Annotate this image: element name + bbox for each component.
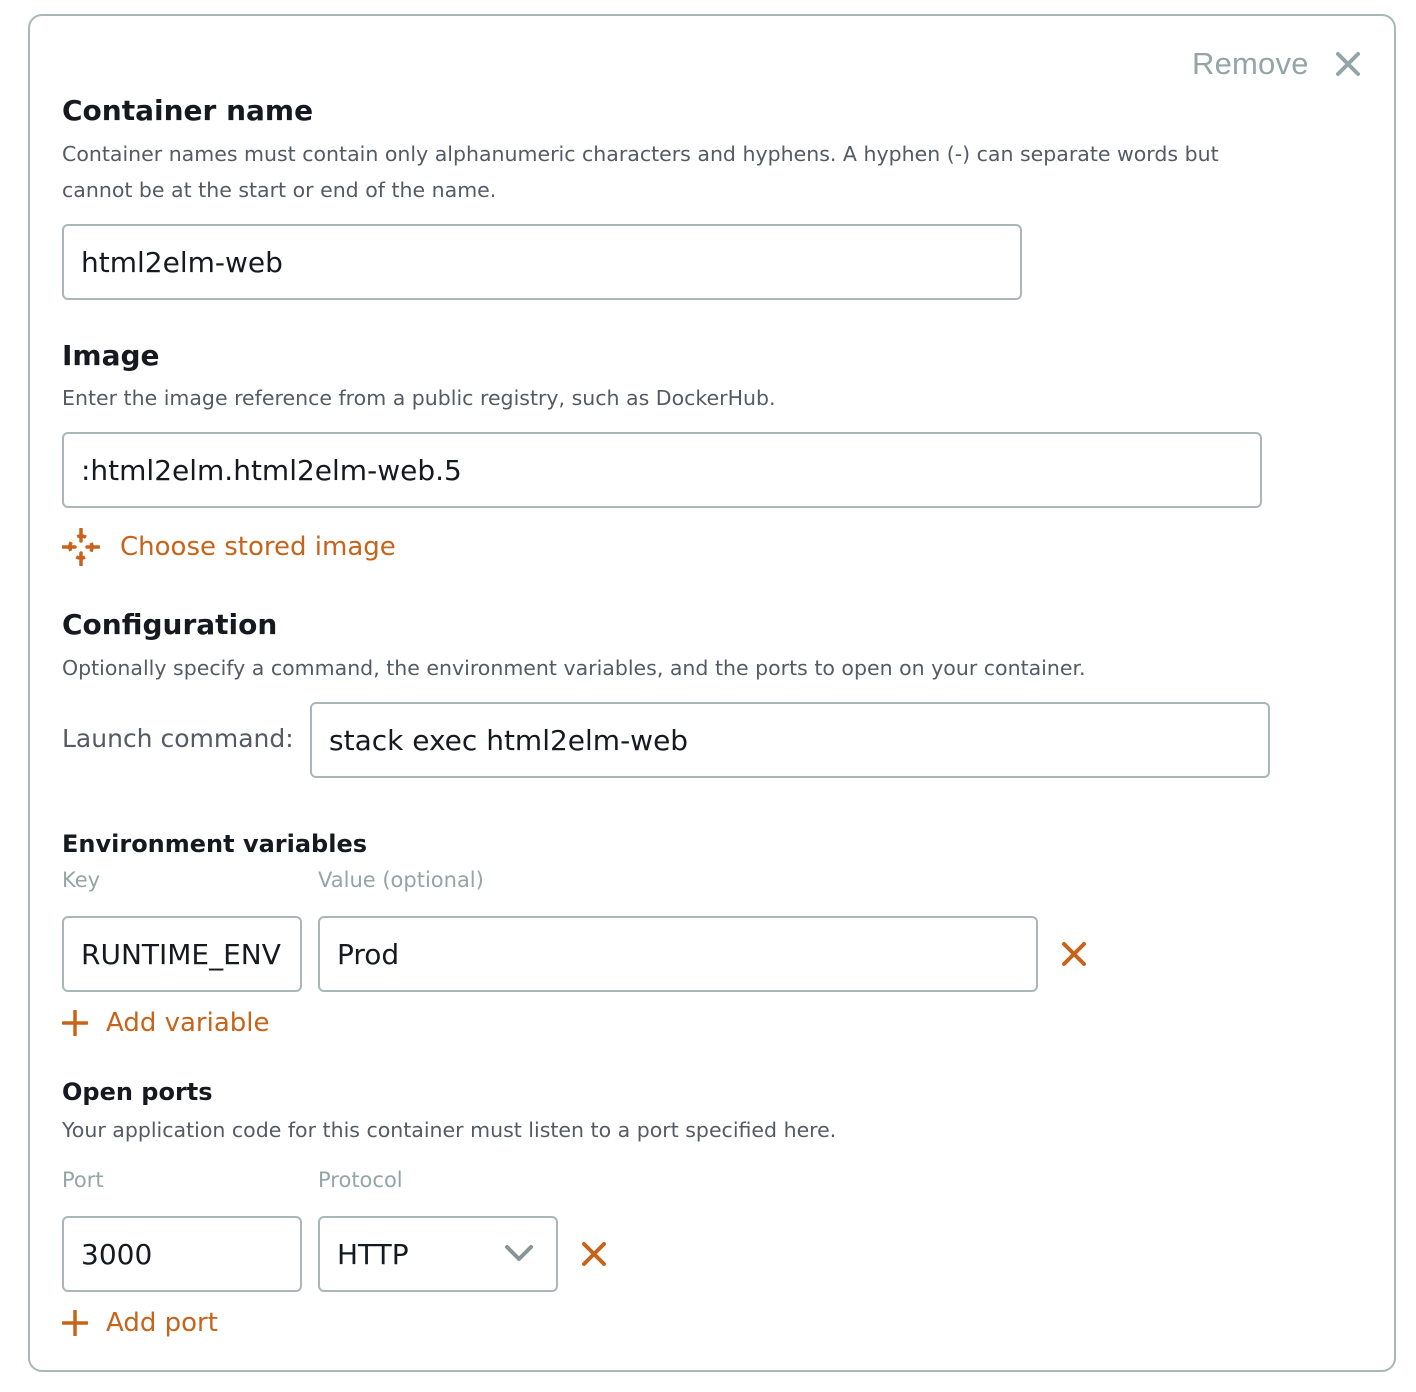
env-key-input[interactable] <box>62 916 302 992</box>
choose-stored-image-label: Choose stored image <box>120 532 396 562</box>
close-icon[interactable] <box>581 1241 607 1267</box>
plus-icon <box>62 1310 88 1336</box>
container-entry-panel <box>28 14 1396 1372</box>
close-icon[interactable] <box>1061 941 1087 967</box>
add-port-button[interactable] <box>62 1308 218 1338</box>
container-name-heading: Container name <box>62 94 314 127</box>
image-description: Enter the image reference from a public registry, such as DockerHub. <box>62 386 776 410</box>
env-key-value: RUNTIME_ENV <box>81 937 281 971</box>
plus-icon <box>62 1010 88 1036</box>
open-ports-heading: Open ports <box>62 1078 213 1106</box>
container-name-description: Container names must contain only alphanumeric characters and hyphens. A hyphen (-) can separate words but cannot be at the start or end of the name. <box>62 142 1219 202</box>
environment-variables-heading: Environment variables <box>62 830 368 858</box>
protocol-column-label: Protocol <box>318 1168 403 1192</box>
image-input[interactable] <box>62 432 1262 508</box>
choose-stored-image-link[interactable] <box>62 528 396 566</box>
remove-container-button[interactable] <box>1192 46 1361 82</box>
add-variable-button[interactable] <box>62 1008 270 1038</box>
add-port-label: Add port <box>106 1308 218 1338</box>
launch-command-label: Launch command: <box>62 724 294 753</box>
target-icon <box>62 528 100 566</box>
image-value: :html2elm.html2elm-web.5 <box>81 453 462 487</box>
close-icon <box>1335 51 1361 77</box>
env-value-column-label: Value (optional) <box>318 868 484 892</box>
chevron-down-icon <box>504 1244 534 1262</box>
add-variable-label: Add variable <box>106 1008 270 1038</box>
env-key-column-label: Key <box>62 868 101 892</box>
launch-command-input[interactable] <box>310 702 1270 778</box>
container-name-input[interactable] <box>62 224 1022 300</box>
image-heading: Image <box>62 339 160 372</box>
env-value-value: Prod <box>337 937 400 971</box>
port-value: 3000 <box>81 1237 153 1271</box>
protocol-select[interactable] <box>318 1216 558 1292</box>
configuration-description: Optionally specify a command, the environment variables, and the ports to open on your container. <box>62 656 1086 680</box>
env-value-input[interactable] <box>318 916 1038 992</box>
remove-label: Remove <box>1192 46 1309 81</box>
launch-command-value: stack exec html2elm-web <box>329 723 689 757</box>
container-name-value: html2elm-web <box>81 245 283 279</box>
protocol-value: HTTP <box>337 1237 409 1271</box>
configuration-heading: Configuration <box>62 608 278 641</box>
open-ports-description: Your application code for this container must listen to a port specified here. <box>62 1118 837 1142</box>
port-column-label: Port <box>62 1168 104 1192</box>
port-input[interactable] <box>62 1216 302 1292</box>
